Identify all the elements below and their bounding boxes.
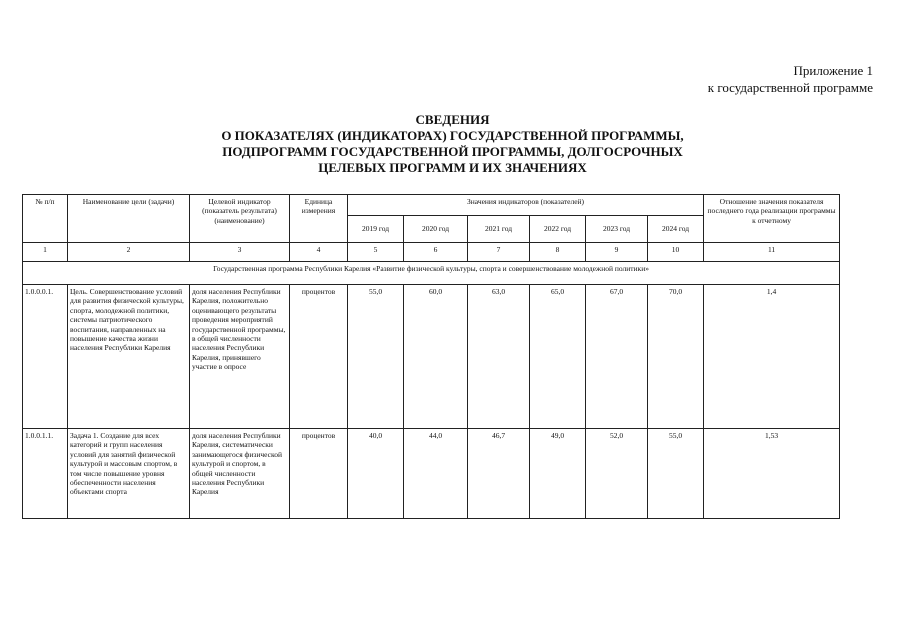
column-number: 4 xyxy=(290,243,348,262)
column-number: 5 xyxy=(348,243,404,262)
title-line-1: СВЕДЕНИЯ xyxy=(415,112,490,127)
header-year-2023: 2023 год xyxy=(586,216,648,243)
header-indicator: Целевой индикатор (показатель результата) (наименование) xyxy=(190,195,290,243)
row-value-2020: 60,0 xyxy=(404,285,468,429)
column-number: 2 xyxy=(68,243,190,262)
row-value-2021: 46,7 xyxy=(468,429,530,519)
row-value-2020: 44,0 xyxy=(404,429,468,519)
title-line-2: О ПОКАЗАТЕЛЯХ (ИНДИКАТОРАХ) ГОСУДАРСТВЕННОЙ ПРОГРАММЫ, xyxy=(221,128,684,143)
appendix-line-1: Приложение 1 xyxy=(793,63,873,78)
column-number: 3 xyxy=(190,243,290,262)
row-value-2019: 55,0 xyxy=(348,285,404,429)
row-indicator: доля населения Республики Карелия, положительно оценивающего результаты проведения мероприятий государственной программы, в общей численности населения Республики Карелия, принявшего участие в опросе xyxy=(190,285,290,429)
row-value-2023: 52,0 xyxy=(586,429,648,519)
header-num: № п/п xyxy=(23,195,68,243)
row-goal: Цель. Совершенствование условий для развития физической культуры, спорта, молодежной политики, системы патриотического воспитания, направленных на повышение качества жизни населения Республики Карелия xyxy=(68,285,190,429)
column-number: 6 xyxy=(404,243,468,262)
column-number: 11 xyxy=(704,243,840,262)
row-indicator: доля населения Республики Карелия, систематически занимающегося физической культурой и спортом, в общей численности населения Республики Карелия xyxy=(190,429,290,519)
header-year-2020: 2020 год xyxy=(404,216,468,243)
column-numbers-row xyxy=(23,243,840,262)
row-unit: процентов xyxy=(290,285,348,429)
header-year-2019: 2019 год xyxy=(348,216,404,243)
header-goal: Наименование цели (задачи) xyxy=(68,195,190,243)
row-value-2019: 40,0 xyxy=(348,429,404,519)
appendix-reference xyxy=(708,62,873,96)
row-num: 1.0.0.1.1. xyxy=(23,429,68,519)
document-title xyxy=(0,112,905,176)
table-row xyxy=(23,429,840,519)
appendix-line-2: к государственной программе xyxy=(707,80,873,95)
column-number: 9 xyxy=(586,243,648,262)
program-title-row xyxy=(23,262,840,285)
header-year-2024: 2024 год xyxy=(648,216,704,243)
title-line-3: ПОДПРОГРАММ ГОСУДАРСТВЕННОЙ ПРОГРАММЫ, ДОЛГОСРОЧНЫХ xyxy=(222,144,683,159)
header-unit: Единица измерения xyxy=(290,195,348,243)
row-unit: процентов xyxy=(290,429,348,519)
header-row-1 xyxy=(23,195,840,216)
row-value-2022: 65,0 xyxy=(530,285,586,429)
header-values-group: Значения индикаторов (показателей) xyxy=(348,195,704,216)
row-ratio: 1,53 xyxy=(704,429,840,519)
row-value-2024: 70,0 xyxy=(648,285,704,429)
column-number: 8 xyxy=(530,243,586,262)
row-value-2021: 63,0 xyxy=(468,285,530,429)
column-number: 10 xyxy=(648,243,704,262)
row-value-2023: 67,0 xyxy=(586,285,648,429)
row-value-2022: 49,0 xyxy=(530,429,586,519)
table-row xyxy=(23,285,840,429)
header-year-2021: 2021 год xyxy=(468,216,530,243)
title-line-4: ЦЕЛЕВЫХ ПРОГРАММ И ИХ ЗНАЧЕНИЯХ xyxy=(318,160,587,175)
program-title: Государственная программа Республики Карелия «Развитие физической культуры, спорта и совершенствование молодежной политики» xyxy=(23,262,840,285)
row-num: 1.0.0.0.1. xyxy=(23,285,68,429)
header-year-2022: 2022 год xyxy=(530,216,586,243)
column-number: 1 xyxy=(23,243,68,262)
row-value-2024: 55,0 xyxy=(648,429,704,519)
row-ratio: 1,4 xyxy=(704,285,840,429)
header-ratio: Отношение значения показателя последнего года реализации программы к отчетному xyxy=(704,195,840,243)
row-goal: Задача 1. Создание для всех категорий и групп населения условий для занятий физической культурой и массовым спортом, в том числе повышение уровня обеспеченности населения объектами спорта xyxy=(68,429,190,519)
indicators-table xyxy=(22,194,840,519)
column-number: 7 xyxy=(468,243,530,262)
